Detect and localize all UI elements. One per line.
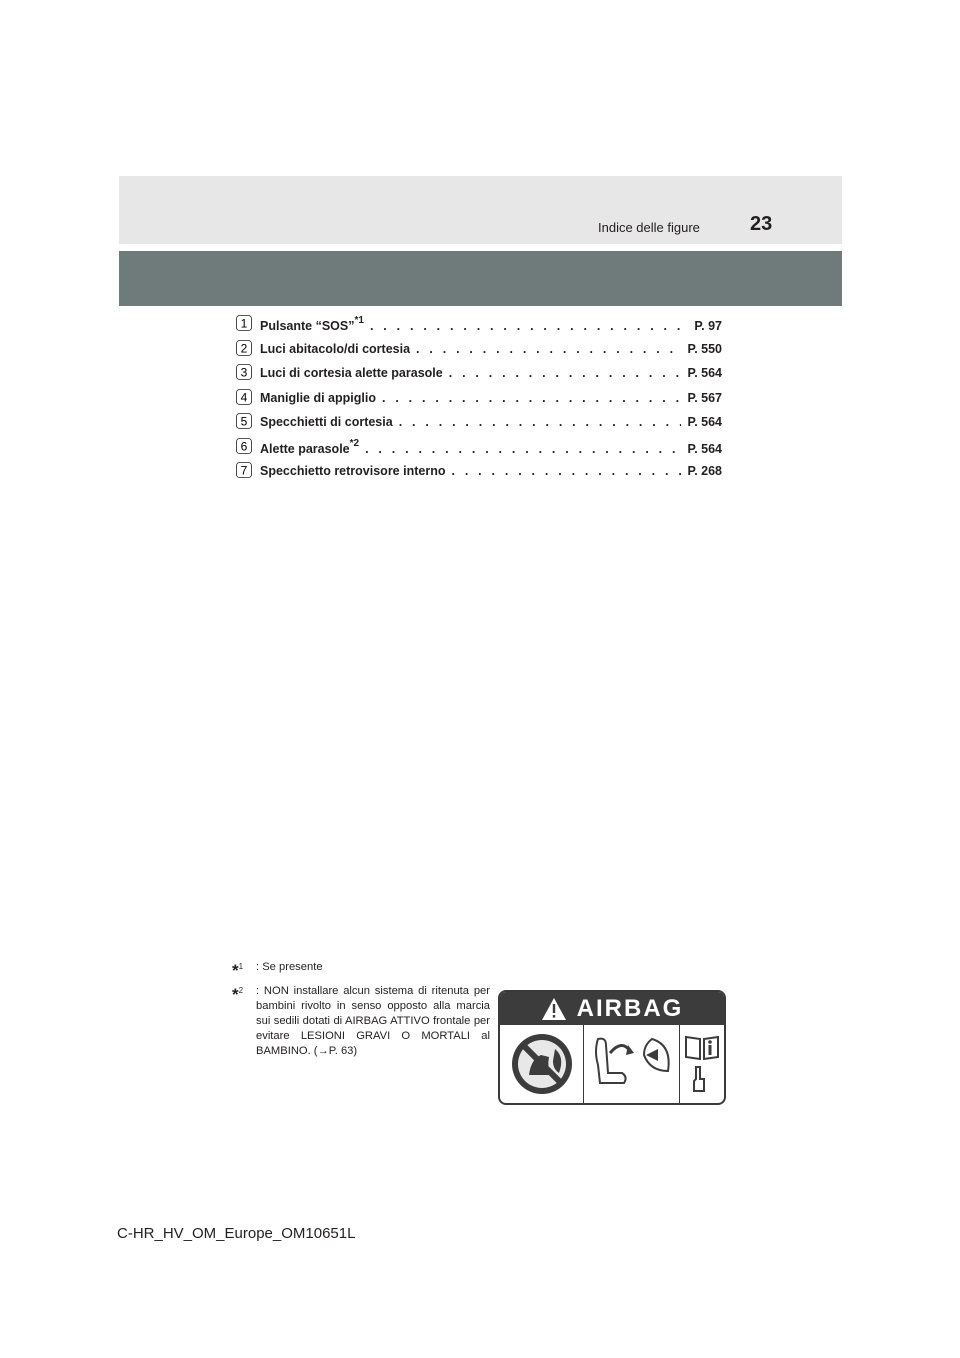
leader-dots (416, 342, 681, 356)
badge-number: 5 (240, 414, 248, 429)
footnote-text: : Se presente (256, 961, 323, 973)
badge-number: 3 (240, 365, 248, 380)
toc-item[interactable] (236, 436, 726, 461)
no-rear-facing-seat-cell (500, 1025, 584, 1103)
toc-label: Luci di cortesia alette parasole (260, 366, 443, 380)
number-badge-icon (236, 364, 250, 378)
toc-item[interactable] (236, 460, 726, 485)
page-ref[interactable]: P. 567 (687, 390, 722, 405)
number-badge-icon (236, 438, 250, 452)
leader-dots (449, 366, 682, 380)
section-title: Indice delle figure (598, 220, 700, 235)
toc-label: Luci abitacolo/di cortesia (260, 341, 411, 356)
toc-item[interactable] (236, 313, 726, 338)
toc-item[interactable] (236, 362, 726, 387)
seat-airbag-cell (584, 1025, 680, 1103)
page-ref[interactable]: P. 550 (687, 341, 722, 356)
leader-dots (399, 415, 682, 429)
footnote-index: 2 (238, 986, 244, 995)
warning-triangle-icon (541, 997, 567, 1021)
footnotes (232, 960, 490, 1065)
airbag-warning-label (498, 990, 726, 1105)
airbag-title: AIRBAG (576, 994, 684, 1022)
badge-number: 7 (240, 463, 248, 478)
illustration-band (119, 251, 842, 306)
footnote-ref: *2 (349, 437, 360, 449)
no-child-seat-icon (509, 1031, 575, 1097)
badge-number: 2 (240, 341, 248, 355)
leader-dots (451, 464, 681, 478)
toc-label: Maniglie di appiglio (260, 390, 376, 405)
badge-number: 1 (240, 316, 248, 331)
page-ref[interactable]: P. 97 (694, 319, 722, 334)
footnote (232, 960, 490, 978)
manual-reference-cell (680, 1025, 724, 1103)
toc-label: Specchietto retrovisore interno (260, 464, 446, 478)
footnote-text: : NON installare alcun sistema di ritenuta per bambini rivolto in senso opposto alla marcia sui sedili dotati di AIRBAG ATTIVO frontale per evitare LESIONI GRAVI O MORTALI al BAMBINO. (→P. 63) (256, 985, 490, 1057)
page-ref[interactable]: P. 564 (687, 415, 722, 429)
header-band (119, 176, 842, 244)
toc-item[interactable] (236, 411, 726, 436)
toc-item[interactable] (236, 338, 726, 363)
toc-label: Alette parasole$^{*2}$ (260, 437, 360, 456)
figure-index-list (236, 313, 726, 485)
number-badge-icon (236, 340, 250, 354)
badge-number: 4 (240, 390, 248, 404)
footnote-index: 1 (238, 962, 244, 971)
footnote-star: * (232, 961, 239, 980)
number-badge-icon (236, 462, 250, 476)
leader-dots (365, 442, 681, 456)
document-id: C-HR_HV_OM_Europe_OM10651L (117, 1225, 356, 1242)
footnote-ref: *1 (354, 315, 364, 326)
page-ref[interactable]: P. 564 (687, 366, 722, 380)
number-badge-icon (236, 389, 250, 403)
toc-label: Pulsante “SOS”$^{*1}$ (260, 315, 364, 334)
airbag-label-header (500, 992, 724, 1025)
leader-dots (382, 391, 681, 405)
seat-airbag-icon (588, 1031, 676, 1097)
page-ref[interactable]: P. 564 (687, 441, 722, 456)
number-badge-icon (236, 315, 250, 329)
page-ref[interactable]: P. 268 (687, 464, 722, 478)
toc-item[interactable] (236, 387, 726, 412)
toc-label: Specchietti di cortesia (260, 415, 393, 429)
manual-book-icon (684, 1031, 720, 1097)
footnote (232, 984, 490, 1059)
number-badge-icon (236, 413, 250, 427)
badge-number: 6 (240, 439, 248, 453)
page-number: 23 (750, 213, 773, 235)
leader-dots (370, 319, 688, 333)
footnote-star: * (232, 985, 239, 1004)
